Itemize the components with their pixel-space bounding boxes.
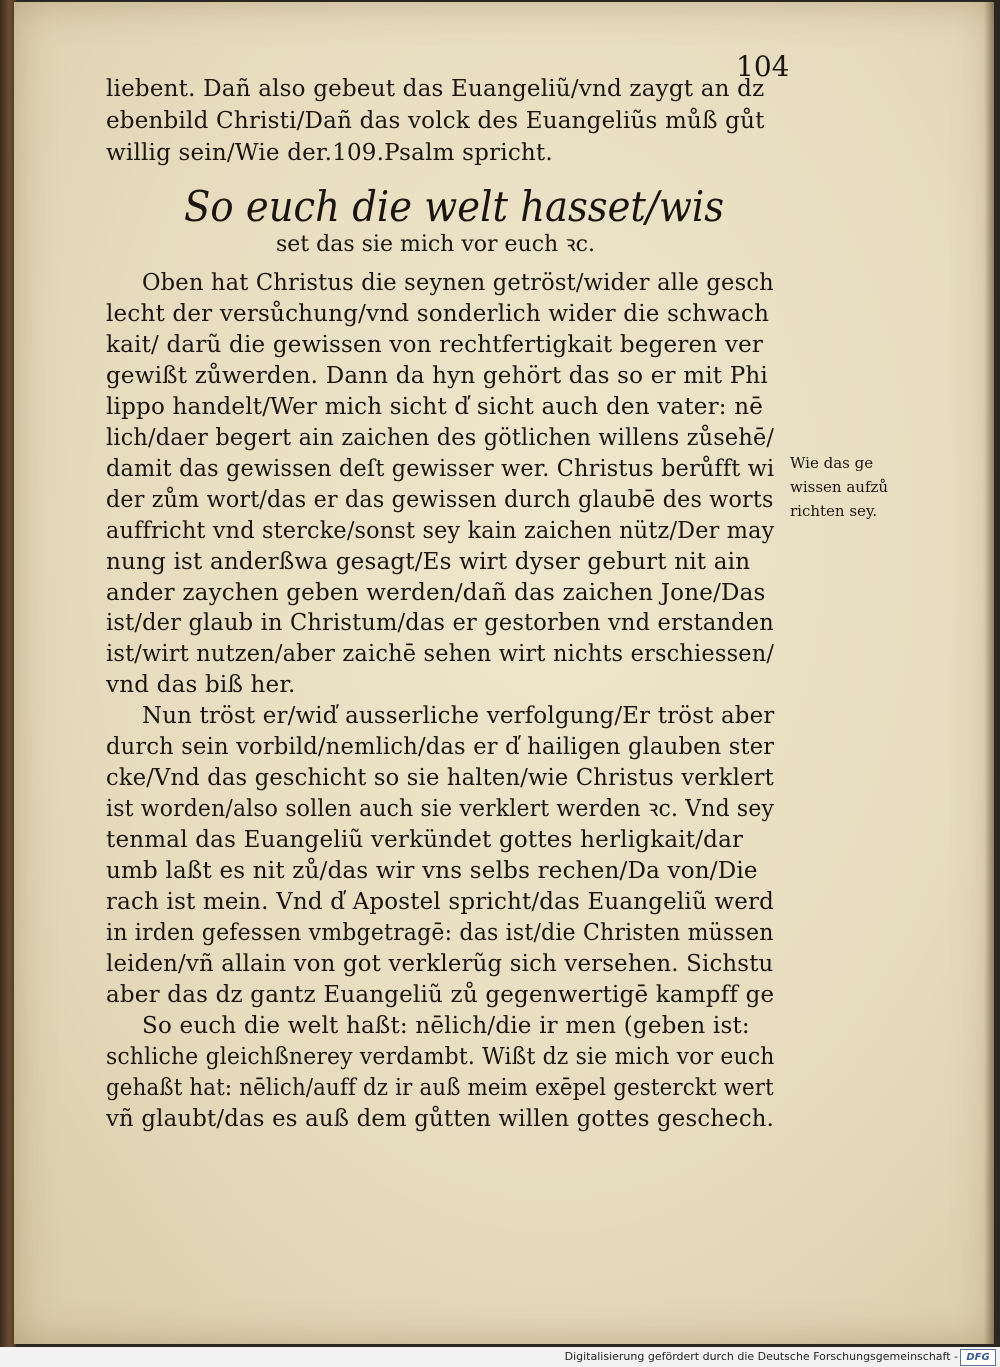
footer-bar [0, 1347, 1000, 1367]
body-line: gewißt zůwerden. Dann da hyn gehört das so er mit Phi [106, 362, 768, 389]
body-line: Oben hat Christus die seynen getröst/wider alle gesch [142, 270, 774, 296]
body-line: auffricht vnd stercke/sonst sey kain zaichen nütz/Der may [106, 517, 775, 544]
body-line: tenmal das Euangeliũ verkündet gottes herligkait/dar [106, 827, 744, 854]
body-line: der zům wort/das er das gewissen durch glaubē des worts [106, 486, 774, 513]
body-line: ander zaychen geben werden/dañ das zaichen Jone/Das [106, 579, 766, 606]
body-line: lippo handelt/Wer mich sicht d̕ sicht auch den vater: nē [106, 393, 764, 420]
body-line: cke/Vnd das geschicht so sie halten/wie Christus verklert [106, 765, 774, 792]
body-line: nung ist anderßwa gesagt/Es wirt dyser geburt nit ain [106, 548, 751, 575]
margin-note-line-3: richten sey. [790, 502, 878, 520]
funding-notice: Digitalisierung gefördert durch die Deutsche Forschungsgemeinschaft - [564, 1350, 958, 1363]
body-line: ist/wirt nutzen/aber zaichē sehen wirt nichts erschiessen/ [106, 641, 775, 668]
body-line: kait/ darũ die gewissen von rechtfertigkait begeren ver [106, 331, 764, 358]
margin-note-line-2: wissen aufzů [790, 478, 889, 496]
body-line: aber das dz gantz Euangeliũ zů gegenwertigē kampff ge [106, 981, 775, 1008]
top-line-2: ebenbild Christi/Dañ das volck des Euangeliũs můß gůt [106, 108, 765, 134]
top-line-3: willig sein/Wie der.109.Psalm spricht. [106, 140, 553, 166]
body-line: lecht der versůchung/vnd sonderlich wider die schwach [106, 300, 770, 327]
page-edge-shadow [984, 2, 994, 1344]
body-line: vñ glaubt/das es auß dem gůtten willen gottes geschech. [106, 1105, 775, 1132]
page-number: 104 [736, 50, 790, 83]
margin-note-line-1: Wie das ge [790, 454, 874, 472]
body-line: in irden gefessen vmbgetragē: das ist/die Christen müssen [106, 919, 774, 946]
body-line: leiden/vñ allain von got verklerũg sich versehen. Sichstu [106, 950, 774, 977]
top-line-1: liebent. Dañ also gebeut das Euangeliũ/vnd zaygt an dz [106, 76, 765, 102]
body-line: Nun tröst er/wid̕ ausserliche verfolgung/Er tröst aber [142, 703, 775, 730]
body-line: umb laßt es nit zů/das wir vns selbs rechen/Da von/Die [106, 858, 758, 885]
body-line: gehaßt hat: nēlich/auff dz ir auß meim exēpel gesterckt wert [106, 1074, 774, 1101]
body-line: rach ist mein. Vnd d̕ Apostel spricht/das Euangeliũ werd [106, 889, 775, 915]
body-line: ist worden/also sollen auch sie verklert werden ꝛc. Vnd sey [106, 796, 775, 823]
dfg-logo: DFG [960, 1349, 996, 1366]
body-line: durch sein vorbild/nemlich/das er d̕ hailigen glauben ster [106, 734, 775, 761]
body-line: lich/daer begert ain zaichen des götlichen willens zůsehē/ [106, 424, 775, 451]
body-line: So euch die welt haßt: nēlich/die ir men (geben ist: [142, 1012, 750, 1039]
section-subheading: set das sie mich vor euch ꝛc. [276, 232, 595, 257]
body-line: vnd das biß her. [106, 672, 296, 699]
body-line: schliche gleichßnerey verdambt. Wißt dz sie mich vor euch [106, 1043, 775, 1070]
section-heading: So euch die welt hasset/wis [184, 182, 725, 231]
book-page [14, 2, 994, 1344]
body-line: ist/der glaub in Christum/das er gestorben vnd erstanden [106, 610, 774, 637]
body-line: damit das gewissen deſt gewisser wer. Christus berůfft wi [106, 455, 775, 482]
